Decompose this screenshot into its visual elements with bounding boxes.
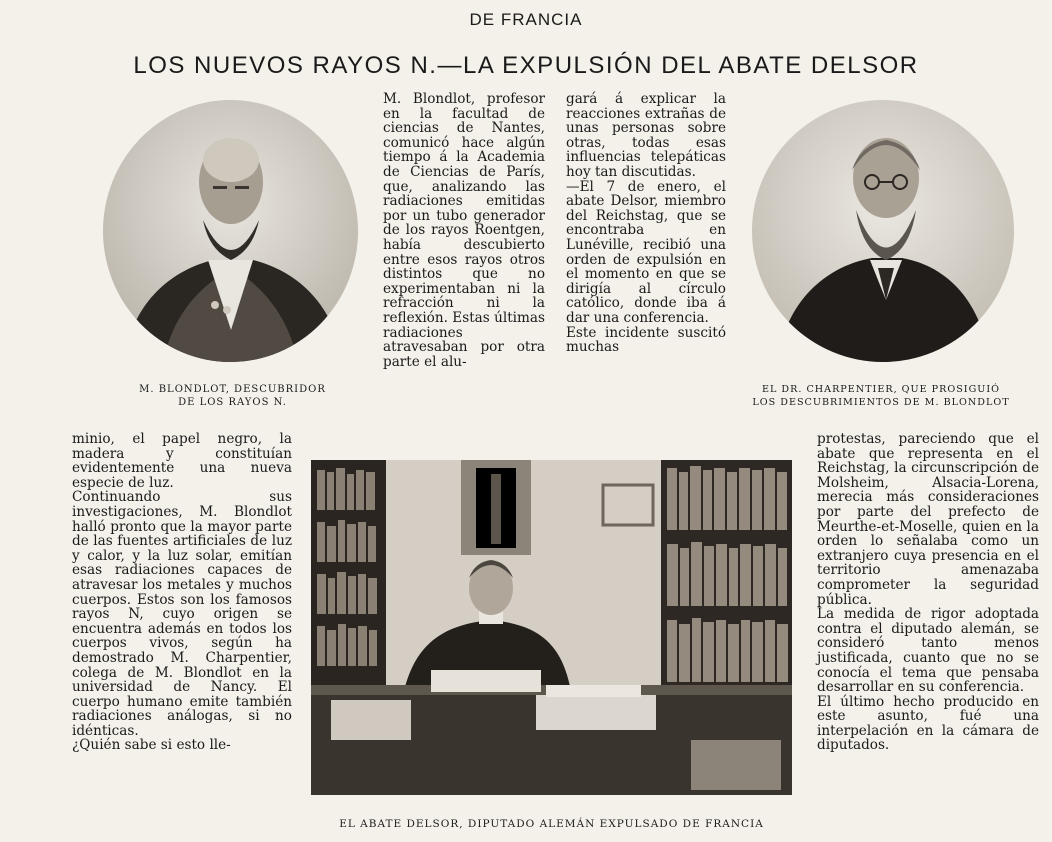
caption-blondlot: M. BLONDLOT, DESCUBRIDOR DE LOS RAYOS N. xyxy=(139,384,326,408)
caption-delsor: EL ABATE DELSOR, DIPUTADO ALEMÁN EXPULSADO DE FRANCIA xyxy=(339,818,764,830)
text-column-right: protestas, pareciendo que el abate que representa en el Reichstag, la circunscripción de Molsheim, Alsacia-Lorena, merecia más consideraciones por parte del prefecto de Meurthe-et-Moselle, quien en la orden lo señalaba como un extranjero cuya presencia en el territorio amenazaba comprometer la seguridad pública. La medida de rigor adoptada contra el diputado alemán, se consideró tanto menos justificada, cuanto que no se conocía el tema que pensaba desarrollar en su conferencia. El último hecho producido en este asunto, fué una interpelación en la cámara de diputados. xyxy=(817,431,1039,754)
portrait-blondlot xyxy=(103,100,358,362)
caption-charpentier: EL DR. CHARPENTIER, QUE PROSIGUIÓ LOS DESCUBRIMIENTOS DE M. BLONDLOT xyxy=(752,384,1010,408)
portrait-charpentier xyxy=(752,100,1014,362)
portrait-charpentier-image xyxy=(752,100,1014,362)
portrait-blondlot-image xyxy=(103,100,358,362)
text-column-center-right: gará á explicar la reacciones extrañas de unas personas sobre otras, todas esas influencias telepáticas hoy tan discutidas. —El 7 de enero, el abate Delsor, miembro del Reichstag, que se encontraba en Lunéville, recibió una orden de expulsión en el momento en que se dirigía al círculo católico, donde iba á dar una conferencia. Este incidente suscitó muchas xyxy=(566,91,726,356)
headline: LOS NUEVOS RAYOS N.—LA EXPULSIÓN DEL ABATE DELSOR xyxy=(133,52,919,79)
photo-delsor-image xyxy=(311,460,792,795)
text-column-left: minio, el papel negro, la madera y constituían evidentemente una nueva especie de luz. Continuando sus investigaciones, M. Blondlot halló pronto que la mayor parte de las fuentes artificiales de luz y calor, y la luz solar, emitían esas radiaciones capaces de atravesar los metales y muchos cuerpos. Estos son los famosos rayos N, cuyo origen se encuentra además en todos los cuerpos vivos, según ha demostrado M. Charpentier, colega de M. Blondlot en la universidad de Nancy. El cuerpo humano emite también radiaciones análogas, si no idénticas. ¿Quién sabe si esto lle- xyxy=(72,431,292,754)
text-column-center-left: M. Blondlot, profesor en la facultad de ciencias de Nantes, comunicó hace algún tiempo á la Academia de Ciencias de París, que, analizando las radiaciones emitidas por un tubo generador de los rayos Roentgen, había descubierto entre esos rayos otros distintos que no experimentaban ni la refracción ni la reflexión. Estas últimas radiaciones atravesaban por otra parte el alu- xyxy=(383,91,545,370)
photo-delsor xyxy=(311,460,792,795)
section-title: DE FRANCIA xyxy=(469,10,583,29)
